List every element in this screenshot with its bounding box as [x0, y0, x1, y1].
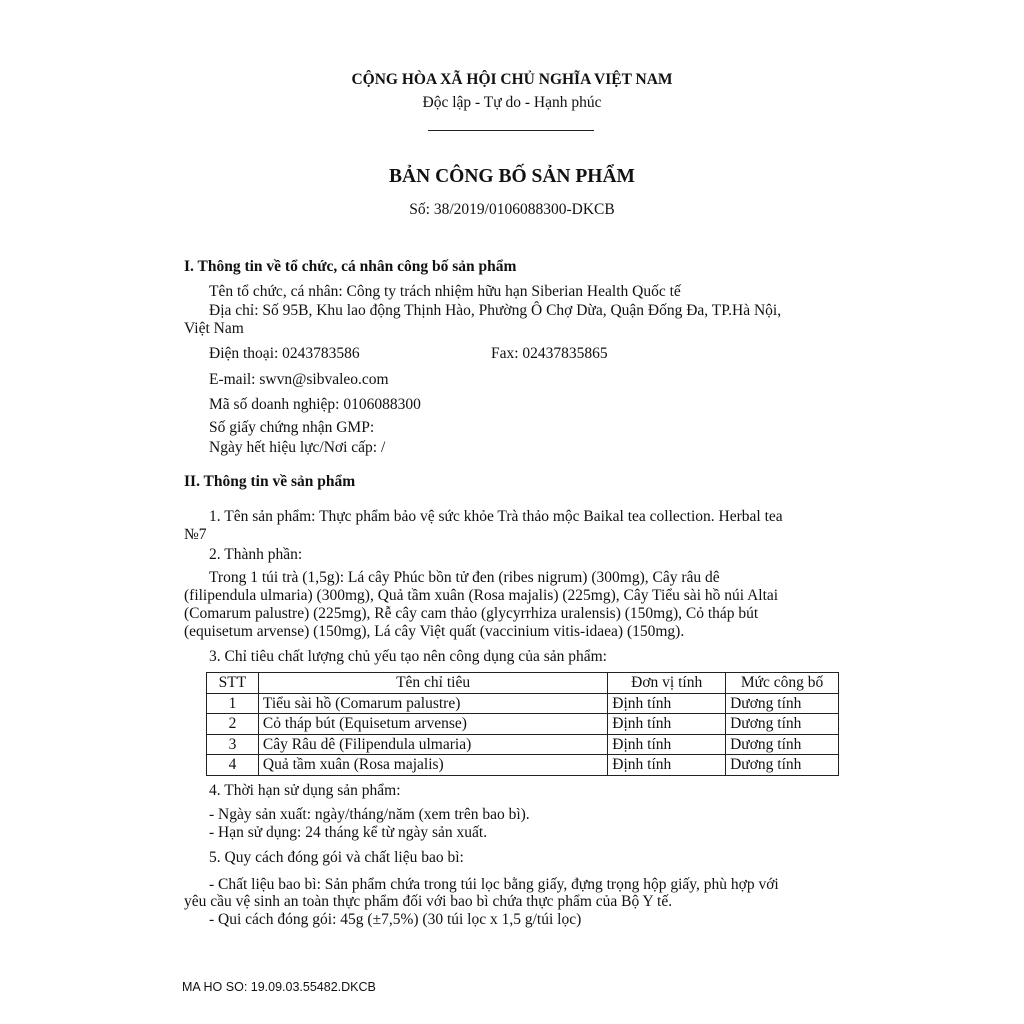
- manufacture-date: - Ngày sản xuất: ngày/tháng/năm (xem trên bao bì).: [209, 806, 530, 823]
- cell-unit: Định tính: [608, 734, 726, 755]
- cell-level: Dương tính: [726, 734, 839, 755]
- packaging-material-line2: yêu cầu vệ sinh an toàn thực phẩm đối với bao bì chứa thực phẩm của Bộ Y tế.: [184, 893, 673, 910]
- cell-level: Dương tính: [726, 714, 839, 735]
- cell-name: Cây Râu dê (Filipendula ulmaria): [258, 734, 607, 755]
- shelf-life: - Hạn sử dụng: 24 tháng kể từ ngày sản xuất.: [209, 824, 488, 841]
- table-row: [207, 734, 839, 755]
- ingredients-line: (filipendula ulmaria) (300mg), Quả tầm xuân (Rosa majalis) (225mg), Cây Tiểu sài hồ núi Altai: [184, 587, 779, 604]
- cell-stt: 2: [207, 714, 259, 735]
- cell-level: Dương tính: [726, 693, 839, 714]
- packaging-spec: - Qui cách đóng gói: 45g (±7,5%) (30 túi lọc x 1,5 g/túi lọc): [209, 911, 582, 928]
- cell-name: Cỏ tháp bút (Equisetum arvense): [258, 714, 607, 735]
- header-cell-level: Mức công bố: [726, 673, 839, 694]
- national-motto: Độc lập - Tự do - Hạnh phúc: [422, 94, 602, 111]
- header-cell-unit: Đơn vị tính: [608, 673, 726, 694]
- shelf-heading: 4. Thời hạn sử dụng sản phẩm:: [209, 782, 401, 799]
- packaging-heading: 5. Quy cách đóng gói và chất liệu bao bì:: [209, 849, 464, 866]
- cell-name: Tiểu sài hồ (Comarum palustre): [258, 693, 607, 714]
- email: E-mail: swvn@sibvaleo.com: [209, 371, 389, 388]
- ingredients-line: (Comarum palustre) (225mg), Rễ cây cam thảo (glycyrrhiza uralensis) (150mg), Cỏ tháp bút: [184, 605, 759, 622]
- table-row: [207, 755, 839, 776]
- cell-unit: Định tính: [608, 714, 726, 735]
- document-number: Số: 38/2019/0106088300-DKCB: [409, 201, 615, 218]
- cell-level: Dương tính: [726, 755, 839, 776]
- table-row: [207, 714, 839, 735]
- gmp-certificate: Số giấy chứng nhận GMP:: [209, 419, 375, 436]
- cell-unit: Định tính: [608, 755, 726, 776]
- expiry-issuer: Ngày hết hiệu lực/Nơi cấp: /: [209, 439, 386, 456]
- address-line2: Việt Nam: [184, 320, 244, 337]
- product-name-line1: 1. Tên sản phẩm: Thực phẩm bảo vệ sức khỏe Trà thảo mộc Baikal tea collection. Herbal tea: [209, 508, 783, 525]
- section1-heading: I. Thông tin về tổ chức, cá nhân công bố sản phẩm: [184, 258, 517, 275]
- header-cell-stt: STT: [207, 673, 259, 694]
- cell-stt: 3: [207, 734, 259, 755]
- fax: Fax: 02437835865: [491, 345, 608, 362]
- table-row: [207, 693, 839, 714]
- cell-stt: 1: [207, 693, 259, 714]
- document-title: BẢN CÔNG BỐ SẢN PHẨM: [389, 166, 635, 187]
- cell-name: Quả tầm xuân (Rosa majalis): [258, 755, 607, 776]
- business-code: Mã số doanh nghiệp: 0106088300: [209, 396, 421, 413]
- product-name-line2: №7: [184, 526, 207, 543]
- org-name: Tên tổ chức, cá nhân: Công ty trách nhiệm hữu hạn Siberian Health Quốc tế: [209, 283, 681, 300]
- section2-heading: II. Thông tin về sản phẩm: [184, 473, 356, 490]
- national-title: CỘNG HÒA XÃ HỘI CHỦ NGHĨA VIỆT NAM: [351, 71, 673, 88]
- header-divider: [428, 130, 594, 131]
- ingredients-line: Trong 1 túi trà (1,5g): Lá cây Phúc bồn tử đen (ribes nigrum) (300mg), Cây râu dê: [209, 569, 720, 586]
- quality-heading: 3. Chỉ tiêu chất lượng chủ yếu tạo nên công dụng của sản phẩm:: [209, 648, 607, 665]
- address-line1: Địa chỉ: Số 95B, Khu lao động Thịnh Hào, Phường Ô Chợ Dừa, Quận Đống Đa, TP.Hà Nội,: [209, 302, 782, 319]
- table-header-row: [207, 673, 839, 694]
- cell-stt: 4: [207, 755, 259, 776]
- quality-table: [206, 672, 839, 776]
- header-cell-name: Tên chỉ tiêu: [258, 673, 607, 694]
- record-code: MA HO SO: 19.09.03.55482.DKCB: [182, 980, 376, 994]
- ingredients-line: (equisetum arvense) (150mg), Lá cây Việt quất (vaccinium vitis-idaea) (150mg).: [184, 623, 685, 640]
- phone: Điện thoại: 0243783586: [209, 345, 360, 362]
- cell-unit: Định tính: [608, 693, 726, 714]
- packaging-material-line1: - Chất liệu bao bì: Sản phẩm chứa trong túi lọc bằng giấy, đựng trọng hộp giấy, phù hợp với: [209, 876, 779, 893]
- ingredients-heading: 2. Thành phần:: [209, 546, 303, 563]
